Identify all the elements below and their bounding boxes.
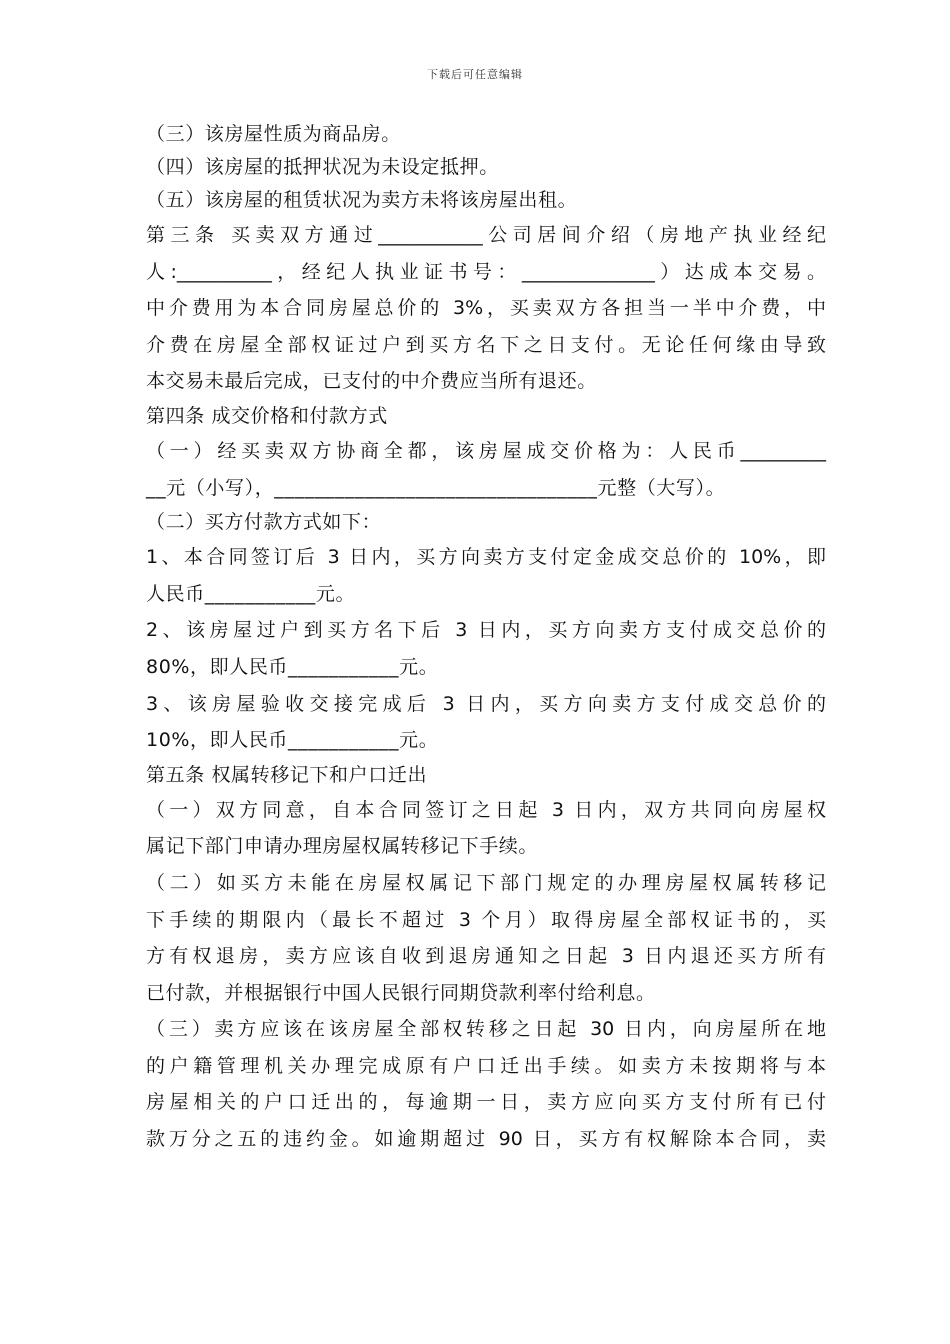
clause-line: __元（小写），________________________________元整（大写）。 xyxy=(146,476,726,499)
clause-line: （二）如买方未能在房屋权属记下部门规定的办理房屋权属转移记 xyxy=(146,871,826,894)
clause-line: 本交易未最后完成，已支付的中介费应当所有退还。 xyxy=(146,370,597,393)
clause-line: 人民币___________元。 xyxy=(146,582,356,605)
article-heading: 第三条 买卖双方通过___________公司居间介绍（房地产执业经纪 xyxy=(146,224,826,246)
clause-line: 80%，即人民币___________元。 xyxy=(146,655,439,678)
article-heading: 第四条 成交价格和付款方式 xyxy=(146,404,388,427)
clause-line: （三）卖方应该在该房屋全部权转移之日起 30 日内，向房屋所在地 xyxy=(146,1018,826,1041)
document-body xyxy=(146,118,826,1158)
clause-line: 属记下部门申请办理房屋权属转移记下手续。 xyxy=(146,835,539,858)
clause-line: 房屋相关的户口迁出的，每逾期一日，卖方应向买方支付所有已付 xyxy=(146,1091,826,1114)
clause-line: 已付款，并根据银行中国人民银行同期贷款利率付给利息。 xyxy=(146,981,656,1004)
clause-line: （一）双方同意，自本合同签订之日起 3 日内，双方共同向房屋权 xyxy=(146,798,826,821)
clause-line: 2、该房屋过户到买方名下后 3 日内，买方向卖方支付成交总价的 xyxy=(146,619,826,642)
clause-line: 款万分之五的违约金。如逾期超过 90 日，买方有权解除本合同，卖 xyxy=(146,1128,826,1151)
clause-line: 3、该房屋验收交接完成后 3 日内，买方向卖方支付成交总价的 xyxy=(146,692,826,715)
clause-line: 介费在房屋全部权证过户到买方名下之日支付。无论任何缘由导致 xyxy=(146,333,826,356)
clause-line: （一）经买卖双方协商全都，该房屋成交价格为：人民币_________ xyxy=(146,439,826,462)
clause-line: （二）买方付款方式如下： xyxy=(146,511,382,534)
clause-line: 方有权退房，卖方应该自收到退房通知之日起 3 日内退还买方所有 xyxy=(146,945,826,968)
clause-line: （五）该房屋的租赁状况为卖方未将该房屋出租。 xyxy=(146,189,578,211)
article-heading: 第五条 权属转移记下和户口迁出 xyxy=(146,763,428,786)
page-header: 下载后可任意编辑 xyxy=(427,68,523,81)
clause-line: 中介费用为本合同房屋总价的 3%，买卖双方各担当一半中介费，中 xyxy=(146,297,826,320)
clause-line: 10%，即人民币___________元。 xyxy=(146,729,439,752)
clause-line: （四）该房屋的抵押状况为未设定抵押。 xyxy=(146,156,499,178)
clause-line: （三）该房屋性质为商品房。 xyxy=(146,123,401,145)
clause-line: 1、本合同签订后 3 日内，买方向卖方支付定金成交总价的 10%，即 xyxy=(146,546,826,569)
clause-line: 下手续的期限内（最长不超过 3 个月）取得房屋全部权证书的，买 xyxy=(146,908,826,931)
clause-line: 人:__________，经纪人执业证书号：______________）达成本交易。 xyxy=(146,260,826,283)
clause-line: 的户籍管理机关办理完成原有户口迁出手续。如卖方未按期将与本 xyxy=(146,1054,826,1077)
